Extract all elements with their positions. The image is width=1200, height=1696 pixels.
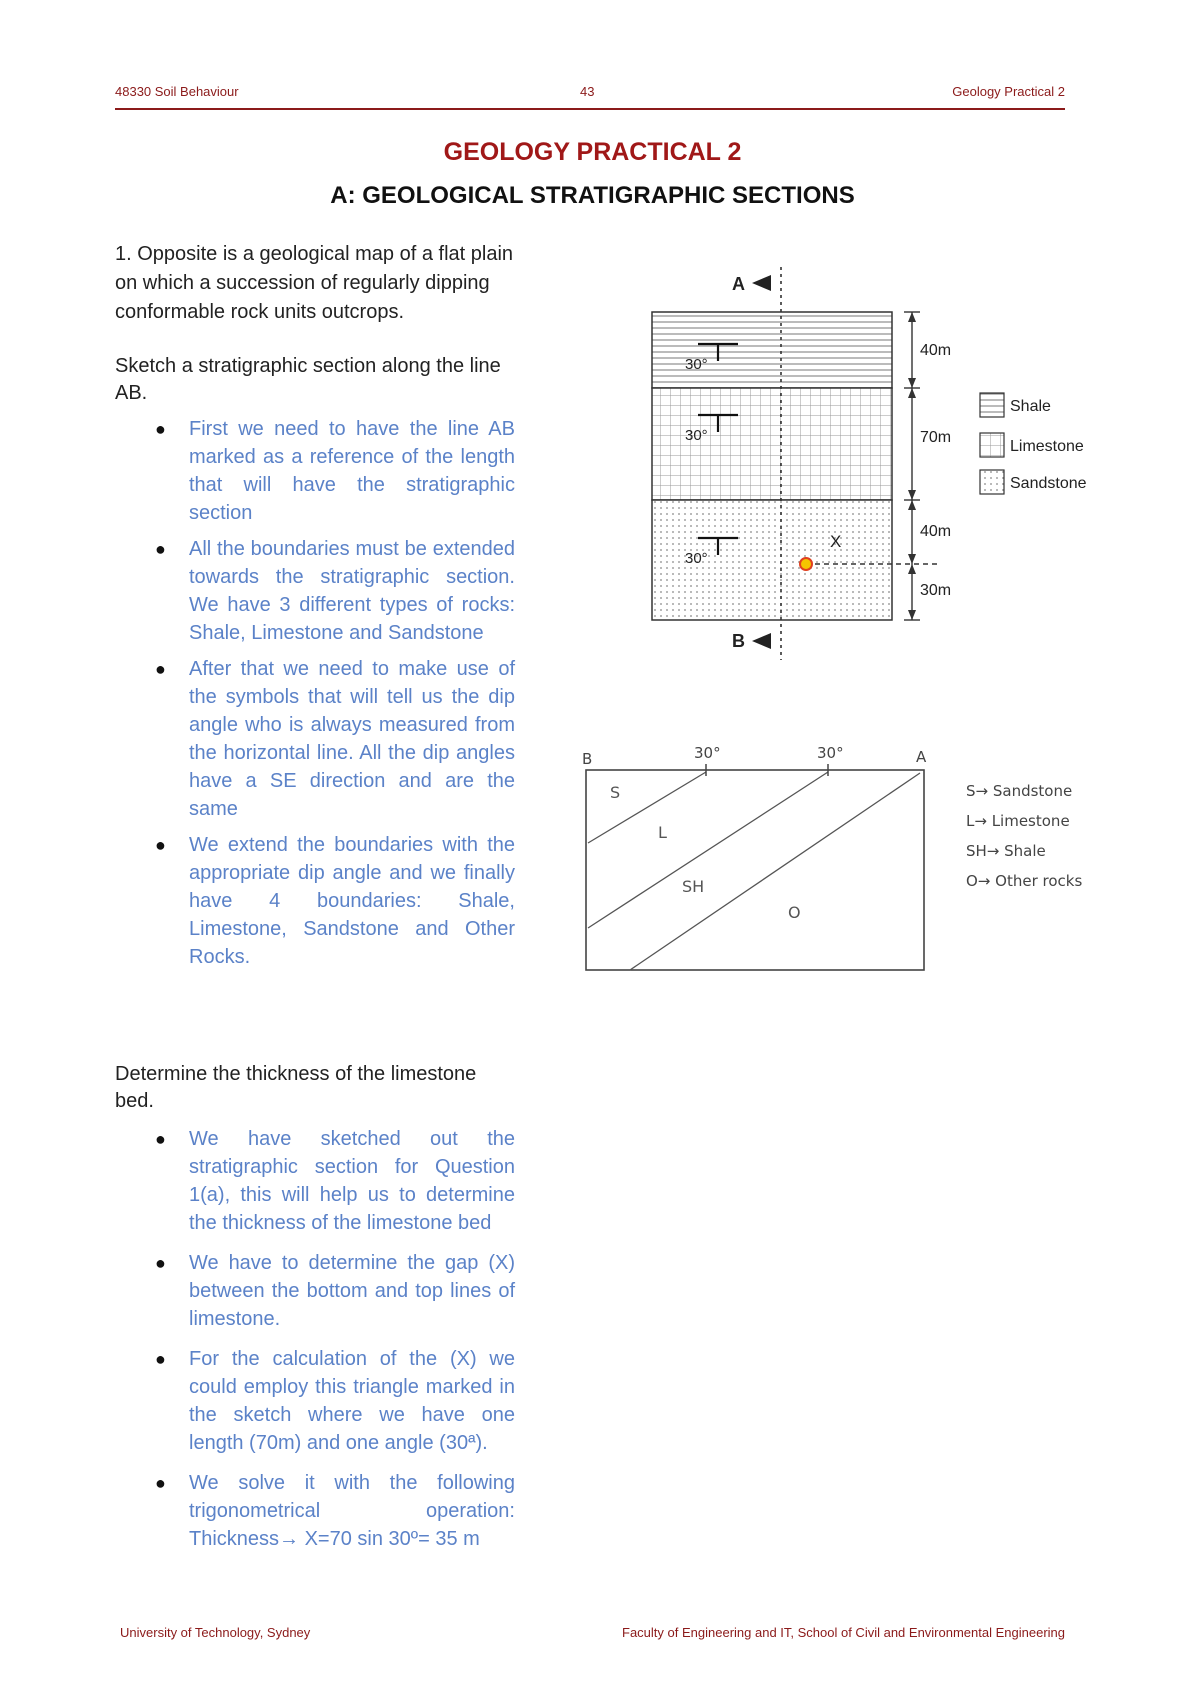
question-2-bullets [115,1125,515,1553]
boundary-line [588,772,706,843]
arrow-a-icon [752,275,771,291]
question-2-task: Determine the thickness of the limestone bed. [115,1063,477,1112]
question-1-intro: 1. Opposite is a geological map of a flat plain on which a succession of regularly dipping conformable rock units outcrops. [115,243,514,323]
sketch-corner-b: B [582,750,593,768]
stratigraphic-section-sketch [570,740,1140,990]
bullet-icon: ● [155,1473,166,1493]
header-section: Geology Practical 2 [952,84,1065,99]
page-title: GEOLOGY PRACTICAL 2 [443,138,742,166]
header-course: 48330 Soil Behaviour [115,84,239,99]
shale-unit [652,312,892,388]
bullet-icon: ● [155,1253,166,1273]
list-item: ● We have sketched out the stratigraphic section for Question 1(a), this will help us to determine the thickness of the limestone bed [115,1125,515,1237]
sketch-angle-label: 30° [817,744,844,762]
sketch-legend-item: SH→ Shale [966,842,1046,860]
map-label-b: B [732,631,745,651]
dimension-label: 70m [920,429,952,446]
header-divider [115,108,1065,110]
list-item: ● After that we need to make use of the symbols that will tell us the dip angle who is always measured from the horizontal line. All the dip angles have a SE direction and are the same [115,655,515,823]
page-header [115,84,1065,104]
legend-sandstone-swatch [980,470,1004,494]
section-outline [586,770,924,970]
dip-label: 30° [685,427,708,444]
unit-label: O [788,903,801,922]
list-item: ● We solve it with the following trigonometrical operation: Thickness→ X=70 sin 30º= 35 m [115,1469,515,1553]
footer-university: University of Technology, Sydney [120,1625,311,1640]
map-label-a: A [732,274,745,294]
bullet-icon: ● [155,419,166,439]
arrow-b-icon [752,633,771,649]
page-subtitle: A: GEOLOGICAL STRATIGRAPHIC SECTIONS [330,182,855,209]
unit-label: SH [682,877,705,896]
list-item: ● First we need to have the line AB marked as a reference of the length that will have the stratigraphic section [115,415,515,527]
legend-limestone-swatch [980,433,1004,457]
unit-label: S [610,783,621,802]
sketch-angle-label: 30° [694,744,721,762]
bullet-icon: ● [155,1129,166,1149]
unit-label: L [658,823,667,842]
geological-map-figure [640,265,1140,665]
legend-limestone-label: Limestone [1010,438,1084,455]
sketch-legend-item: S→ Sandstone [966,782,1073,800]
bullet-icon: ● [155,835,166,855]
sketch-legend-item: L→ Limestone [966,812,1070,830]
dip-label: 30° [685,550,708,567]
legend-shale-swatch [980,393,1004,417]
footer-faculty: Faculty of Engineering and IT, School of Civil and Environmental Engineering [622,1625,1065,1640]
question-2 [115,1061,515,1553]
boundary-line [630,773,920,970]
header-page-number: 43 [580,84,595,99]
legend-shale-label: Shale [1010,398,1051,415]
point-x-label: X [830,532,842,551]
point-x-marker [800,558,812,570]
question-1 [115,240,515,971]
list-item: ● We extend the boundaries with the appropriate dip angle and we finally have 4 boundaries: Shale, Limestone, Sandstone and Other Rocks. [115,831,515,971]
list-item: ● All the boundaries must be extended towards the stratigraphic section. We have 3 different types of rocks: Shale, Limestone and Sandstone [115,535,515,647]
list-item: ● We have to determine the gap (X) between the bottom and top lines of limestone. [115,1249,515,1333]
dimension-label: 40m [920,342,952,359]
bullet-icon: ● [155,539,166,559]
sketch-legend-item: O→ Other rocks [966,872,1083,890]
list-item: ● For the calculation of the (X) we could employ this triangle marked in the sketch where we have one length (70m) and one angle (30ª). [115,1345,515,1457]
sketch-corner-a: A [916,748,927,766]
question-1-bullets [115,415,515,971]
dip-label: 30° [685,356,708,373]
dimension-label: 40m [920,523,952,540]
question-1-task: Sketch a stratigraphic section along the line AB. [115,355,501,404]
legend-sandstone-label: Sandstone [1010,475,1087,492]
bullet-icon: ● [155,659,166,679]
limestone-unit [652,388,892,500]
bullet-icon: ● [155,1349,166,1369]
dimension-label: 30m [920,582,952,599]
